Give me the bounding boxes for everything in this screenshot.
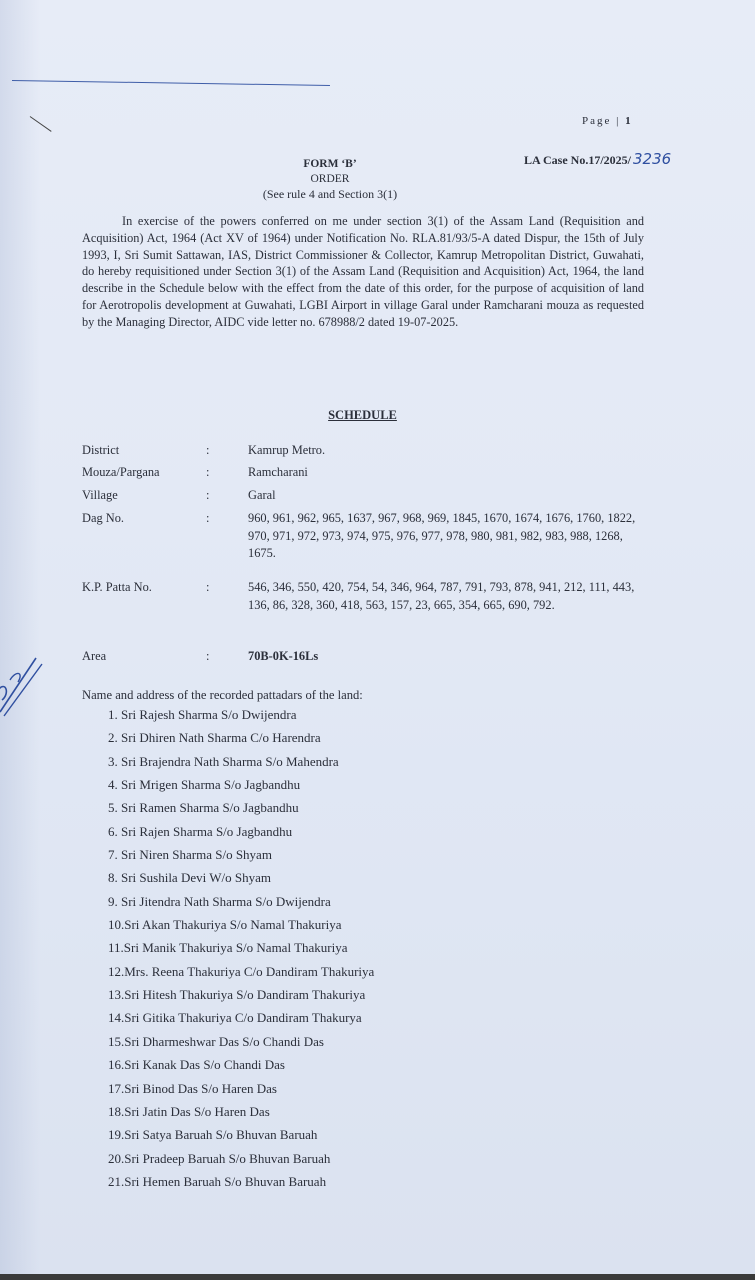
owner-item: 14.Sri Gitika Thakuriya C/o Dandiram Thakurya <box>108 1010 362 1026</box>
colon: : <box>206 488 210 502</box>
order-body-paragraph: In exercise of the powers conferred on me under section 3(1) of the Assam Land (Requisition and Acquisition) Act, 1964 (Act XV of 1964) under Notification No. RLA.81/93/5-A dated Dispur, the 15th of July 1993, I, Sri Sumit Sattawan, IAS, District Commissioner & Collector, Kamrup Metropolitan District, Guwahati, do hereby requisitioned under Section 3(1) of the Assam Land (Requisition and Acquisition) Act, 1964, the land describe in the Schedule below with the effect from the date of this order, for the purpose of acquisition of land for Aerotropolis development at Guwahati, LGBI Airport in village Garal under Ramcharani mouza as requested by the Managing Director, AIDC vide letter no. 678988/2 dated 19-07-2025. <box>82 214 644 329</box>
owner-item: 16.Sri Kanak Das S/o Chandi Das <box>108 1057 285 1073</box>
mouza-label: Mouza/Pargana <box>82 465 160 479</box>
owners-heading: Name and address of the recorded pattadars of the land: <box>82 688 363 702</box>
owner-item: 10.Sri Akan Thakuriya S/o Namal Thakuriya <box>108 917 342 933</box>
page-number: Page | 1 <box>582 115 631 127</box>
page-bottom-edge <box>0 1274 755 1280</box>
owner-item: 11.Sri Manik Thakuriya S/o Namal Thakuriya <box>108 940 348 956</box>
district-value: Kamrup Metro. <box>248 443 326 457</box>
order-header <box>230 157 430 202</box>
owner-item: 19.Sri Satya Baruah S/o Bhuvan Baruah <box>108 1127 318 1143</box>
colon: : <box>206 580 210 594</box>
owner-item: 9. Sri Jitendra Nath Sharma S/o Dwijendra <box>108 893 331 909</box>
top-pen-line <box>12 80 330 86</box>
schedule-title: SCHEDULE <box>328 408 397 422</box>
la-case-handwritten: 3236 <box>633 150 672 168</box>
page-shadow <box>0 0 40 1280</box>
area-label: Area <box>82 649 107 663</box>
page-number-label: Page <box>582 115 612 127</box>
form-title: FORM ‘B’ <box>303 158 357 170</box>
la-case-number <box>524 150 671 168</box>
rule-reference: (See rule 4 and Section 3(1) <box>262 187 398 201</box>
owner-item: 4. Sri Mrigen Sharma S/o Jagbandhu <box>108 777 301 793</box>
owner-item: 3. Sri Brajendra Nath Sharma S/o Mahendra <box>108 753 339 769</box>
owner-item: 17.Sri Binod Das S/o Haren Das <box>108 1080 277 1096</box>
colon: : <box>206 465 210 479</box>
district-label: District <box>82 443 120 457</box>
owner-item: 13.Sri Hitesh Thakuriya S/o Dandiram Thakuriya <box>108 987 366 1003</box>
colon: : <box>206 511 210 525</box>
owner-item: 7. Sri Niren Sharma S/o Shyam <box>108 847 272 863</box>
colon: : <box>206 443 210 457</box>
patta-value: 546, 346, 550, 420, 754, 54, 346, 964, 787, 791, 793, 878, 941, 212, 111, 443, 136, 86, 328, 360, 418, 563, 157, 23, 665, 354, 665, 690, 792. <box>248 580 635 612</box>
owner-item: 21.Sri Hemen Baruah S/o Bhuvan Baruah <box>108 1173 327 1189</box>
village-label: Village <box>82 488 118 502</box>
colon: : <box>206 649 210 663</box>
owners-list <box>108 706 374 1196</box>
la-case-label: LA Case No.17/2025/ <box>524 153 632 167</box>
page-number-value: 1 <box>625 115 631 127</box>
owner-item: 18.Sri Jatin Das S/o Haren Das <box>108 1103 270 1119</box>
village-value: Garal <box>248 488 276 502</box>
order-title: ORDER <box>310 173 350 185</box>
mouza-value: Ramcharani <box>248 465 308 479</box>
patta-label: K.P. Patta No. <box>82 580 152 594</box>
owner-item: 6. Sri Rajen Sharma S/o Jagbandhu <box>108 823 293 839</box>
owner-item: 1. Sri Rajesh Sharma S/o Dwijendra <box>108 707 297 722</box>
dag-label: Dag No. <box>82 511 124 525</box>
owner-item: 15.Sri Dharmeshwar Das S/o Chandi Das <box>108 1033 324 1049</box>
dag-value: 960, 961, 962, 965, 1637, 967, 968, 969, 1845, 1670, 1674, 1676, 1760, 1822, 970, 971, 972, 973, 974, 975, 976, 977, 978, 980, 981, 982, 983, 988, 1268, 1675. <box>248 511 636 560</box>
owner-item: 12.Mrs. Reena Thakuriya C/o Dandiram Thakuriya <box>108 963 375 979</box>
owner-item: 5. Sri Ramen Sharma S/o Jagbandhu <box>108 800 299 816</box>
owner-item: 8. Sri Sushila Devi W/o Shyam <box>108 870 271 886</box>
owner-item: 20.Sri Pradeep Baruah S/o Bhuvan Baruah <box>108 1150 331 1166</box>
margin-handwriting-mark <box>0 650 48 720</box>
area-value: 70B-0K-16Ls <box>248 649 319 663</box>
owner-item: 2. Sri Dhiren Nath Sharma C/o Harendra <box>108 730 321 746</box>
